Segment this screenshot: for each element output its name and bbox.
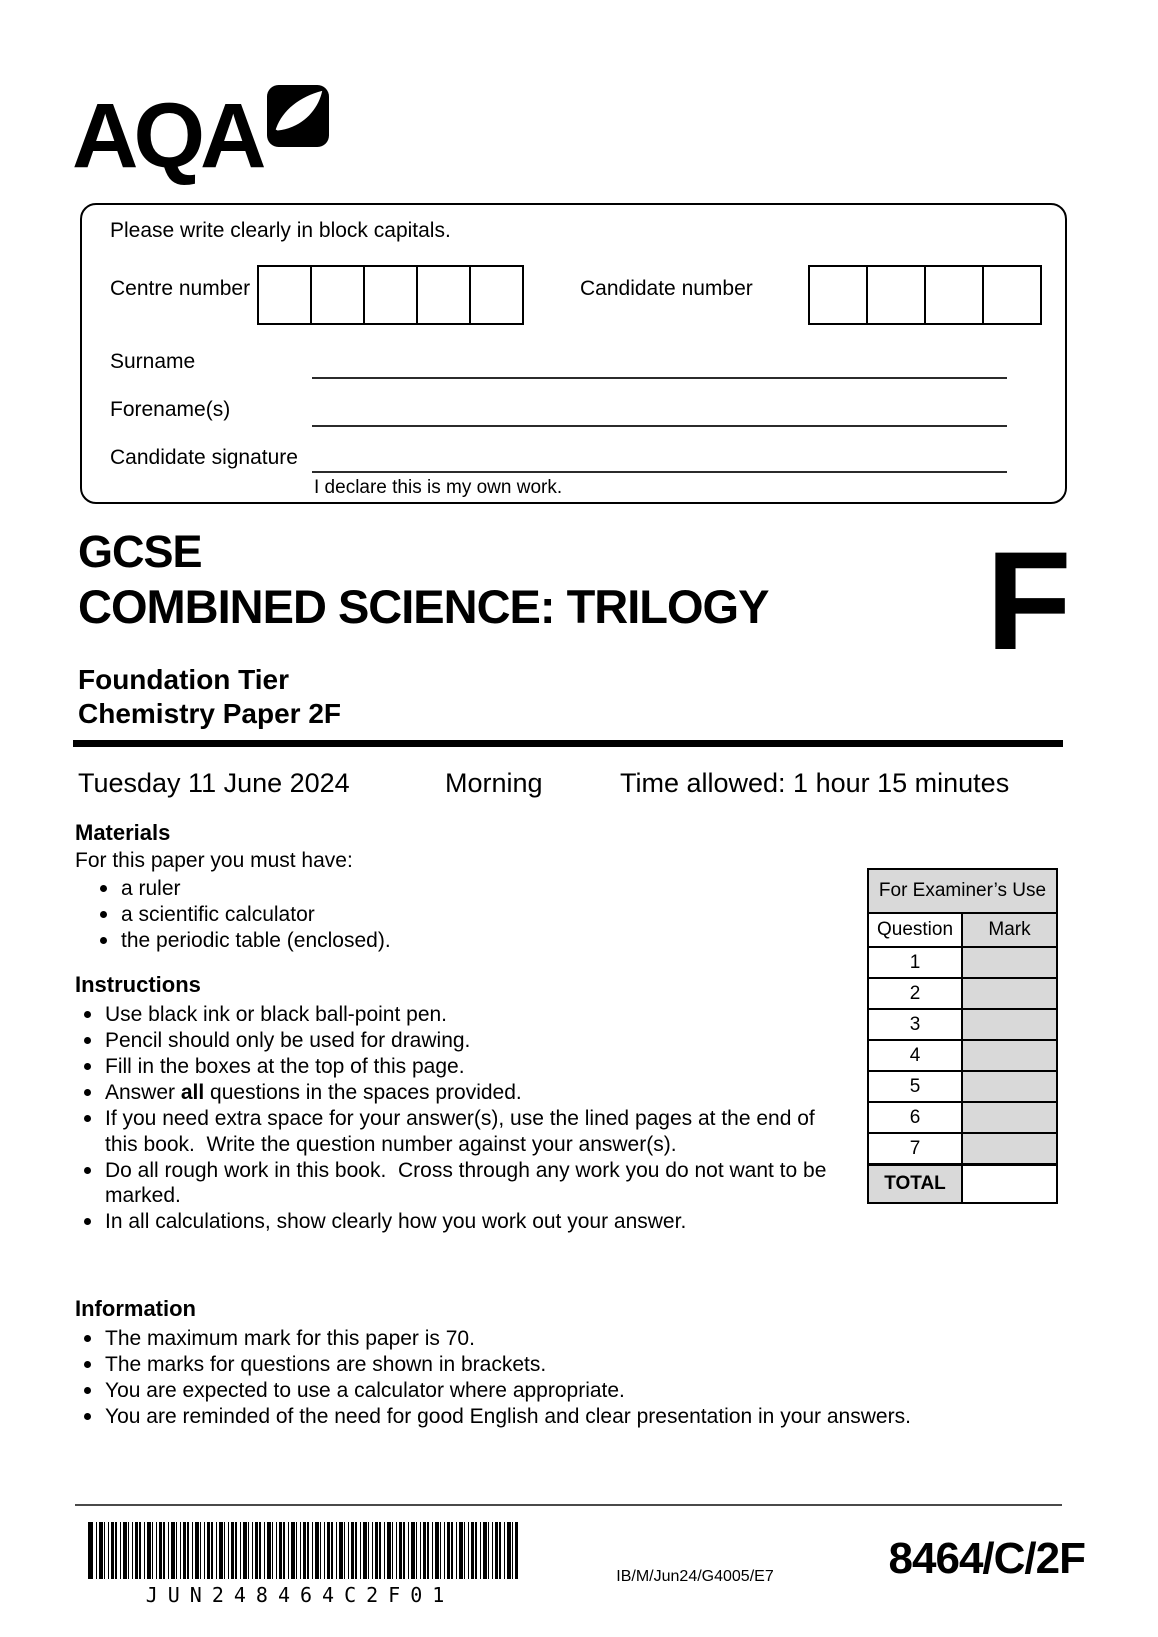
mark-cell[interactable] (962, 978, 1057, 1009)
candidate-number-boxes (808, 265, 1042, 325)
barcode-text: JUN248464C2F01 (145, 1583, 455, 1607)
aqa-logo (72, 85, 329, 187)
examiner-table-header-row (868, 913, 1057, 947)
question-number: 1 (868, 947, 962, 978)
mark-cell[interactable] (962, 1071, 1057, 1102)
candidate-number-cell[interactable] (926, 265, 984, 325)
examiner-table-row (868, 1040, 1057, 1071)
information-item: The marks for questions are shown in brackets. (75, 1352, 935, 1378)
mark-cell[interactable] (962, 1102, 1057, 1133)
instruction-text-bold: all (180, 1081, 205, 1104)
information-item: You are expected to use a calculator where appropriate. (75, 1378, 935, 1404)
paper-code: 8464/C/2F (888, 1534, 1085, 1583)
instruction-item: Pencil should only be used for drawing. (75, 1028, 835, 1054)
examiner-table-row (868, 947, 1057, 978)
tier-letter: F (986, 522, 1072, 679)
instruction-item: Use black ink or black ball-point pen. (75, 1002, 835, 1028)
examiner-table-row (868, 1133, 1057, 1165)
examiner-table-title: For Examiner’s Use (868, 869, 1057, 913)
title-rule (73, 740, 1063, 747)
examiner-table-row (868, 1009, 1057, 1040)
question-number: 5 (868, 1071, 962, 1102)
centre-number-cell[interactable] (312, 265, 365, 325)
materials-intro: For this paper you must have: (75, 849, 353, 872)
examiner-table-row (868, 1102, 1057, 1133)
time-allowed: Time allowed: 1 hour 15 minutes (620, 768, 1010, 798)
information-heading: Information (75, 1296, 196, 1321)
question-number: 4 (868, 1040, 962, 1071)
materials-item: a ruler (95, 876, 795, 902)
block-capitals-note: Please write clearly in block capitals. (110, 219, 451, 242)
instruction-item: In all calculations, show clearly how you work out your answer. (75, 1209, 835, 1235)
instructions-list (75, 1002, 835, 1235)
centre-number-label: Centre number (110, 277, 251, 300)
mark-column-header: Mark (962, 913, 1057, 947)
surname-line[interactable] (312, 377, 1007, 379)
centre-number-boxes (257, 265, 524, 325)
information-item: The maximum mark for this paper is 70. (75, 1326, 935, 1352)
aqa-logo-text: AQA (72, 85, 262, 187)
instructions-heading: Instructions (75, 972, 201, 997)
question-number: 2 (868, 978, 962, 1009)
barcode (88, 1522, 518, 1579)
instruction-text: questions in the spaces provided. (204, 1081, 522, 1104)
question-column-header: Question (868, 913, 962, 947)
surname-label: Surname (110, 350, 196, 373)
materials-item: the periodic table (enclosed). (95, 928, 795, 954)
aqa-leaf-icon (267, 85, 329, 147)
materials-heading: Materials (75, 820, 171, 845)
paper-name: Chemistry Paper 2F (78, 698, 341, 729)
centre-number-cell[interactable] (365, 265, 418, 325)
instruction-item: Do all rough work in this book. Cross through any work you do not want to be marked. (75, 1158, 835, 1209)
forename-line[interactable] (312, 425, 1007, 427)
instruction-item: If you need extra space for your answer(s), use the lined pages at the end of this book. Write the question number against your answer(s). (75, 1106, 835, 1157)
forename-label: Forename(s) (110, 398, 231, 421)
examiner-table-row (868, 1071, 1057, 1102)
signature-label: Candidate signature (110, 446, 298, 469)
qualification-title: GCSE (78, 526, 202, 577)
mark-cell[interactable] (962, 947, 1057, 978)
centre-number-cell[interactable] (257, 265, 312, 325)
paper-title: COMBINED SCIENCE: TRILOGY (78, 580, 769, 633)
exam-date: Tuesday 11 June 2024 (78, 768, 350, 798)
instruction-item (75, 1080, 835, 1106)
examiner-table (867, 868, 1058, 1204)
examiner-table-row (868, 978, 1057, 1009)
candidate-number-label: Candidate number (580, 277, 753, 300)
declaration-note: I declare this is my own work. (314, 477, 563, 498)
materials-item: a scientific calculator (95, 902, 795, 928)
materials-list (95, 876, 795, 954)
instruction-text: Answer (105, 1081, 181, 1104)
mark-cell[interactable] (962, 1040, 1057, 1071)
question-number: 7 (868, 1133, 962, 1165)
instruction-item: Fill in the boxes at the top of this page. (75, 1054, 835, 1080)
candidate-details-box (80, 203, 1067, 504)
question-number: 3 (868, 1009, 962, 1040)
examiner-table-total-row (868, 1165, 1057, 1204)
signature-line[interactable] (312, 471, 1007, 473)
mark-cell[interactable] (962, 1133, 1057, 1165)
total-label: TOTAL (868, 1165, 962, 1204)
mark-cell[interactable] (962, 1009, 1057, 1040)
centre-number-cell[interactable] (418, 265, 471, 325)
tier-name: Foundation Tier (78, 664, 290, 695)
information-item: You are reminded of the need for good English and clear presentation in your answers. (75, 1404, 935, 1430)
candidate-number-cell[interactable] (868, 265, 926, 325)
exam-session: Morning (445, 768, 543, 798)
reference-code: IB/M/Jun24/G4005/E7 (616, 1568, 774, 1585)
centre-number-cell[interactable] (471, 265, 524, 325)
examiner-table-title-row (868, 869, 1057, 913)
question-number: 6 (868, 1102, 962, 1133)
information-list (75, 1326, 935, 1430)
candidate-number-cell[interactable] (808, 265, 868, 325)
candidate-number-cell[interactable] (984, 265, 1042, 325)
total-mark-cell[interactable] (962, 1165, 1057, 1204)
footer-rule (75, 1504, 1062, 1506)
